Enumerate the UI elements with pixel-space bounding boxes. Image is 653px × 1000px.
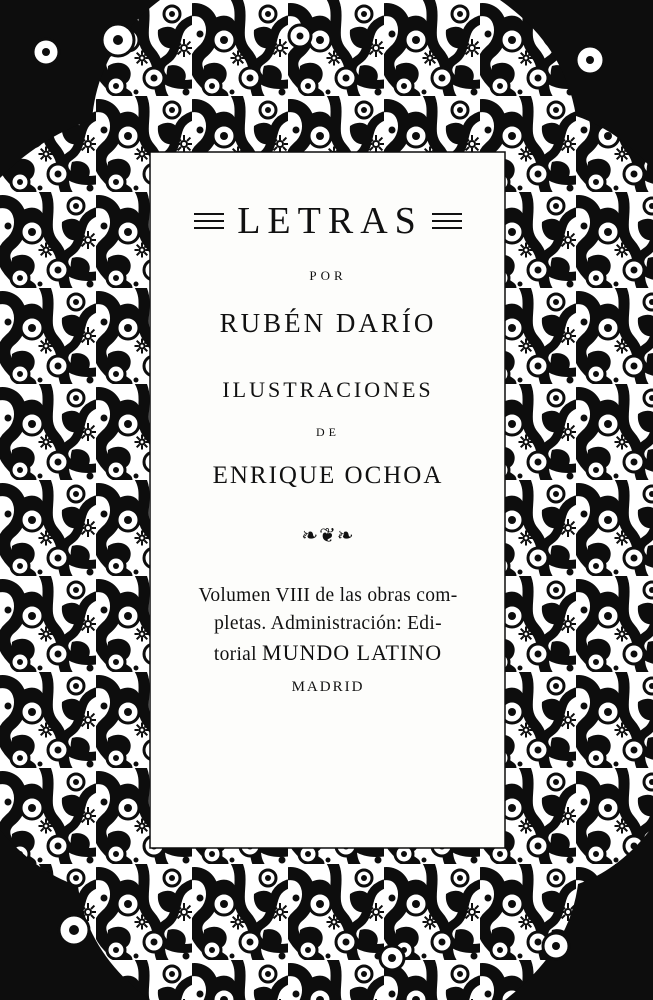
illustrations-heading: ILUSTRACIONES (222, 377, 434, 402)
illustrator-name: ENRIQUE OCHOA (212, 462, 444, 489)
title-row (148, 202, 508, 240)
imprint-line-2: pletas. Administración: Edi- (214, 612, 442, 634)
title-text-block (148, 150, 508, 850)
imprint-block (148, 582, 508, 698)
fleuron-ornament-icon: ❧❦❧ (301, 525, 355, 547)
author-name: RUBÉN DARÍO (219, 308, 437, 338)
illustrations-de-label: DE (316, 425, 340, 439)
page-title: LETRAS (237, 200, 423, 242)
title-left-rule-icon (194, 213, 224, 229)
imprint-city: MADRID (291, 679, 365, 696)
publisher-name: MUNDO LATINO (262, 640, 443, 666)
imprint-line-3-prefix: torial (213, 644, 263, 666)
title-right-rule-icon (432, 213, 462, 229)
imprint-line-3 (148, 637, 508, 669)
imprint-line-1: Volumen VIII de las obras com- (198, 585, 458, 606)
byline-por-label: POR (309, 268, 347, 283)
